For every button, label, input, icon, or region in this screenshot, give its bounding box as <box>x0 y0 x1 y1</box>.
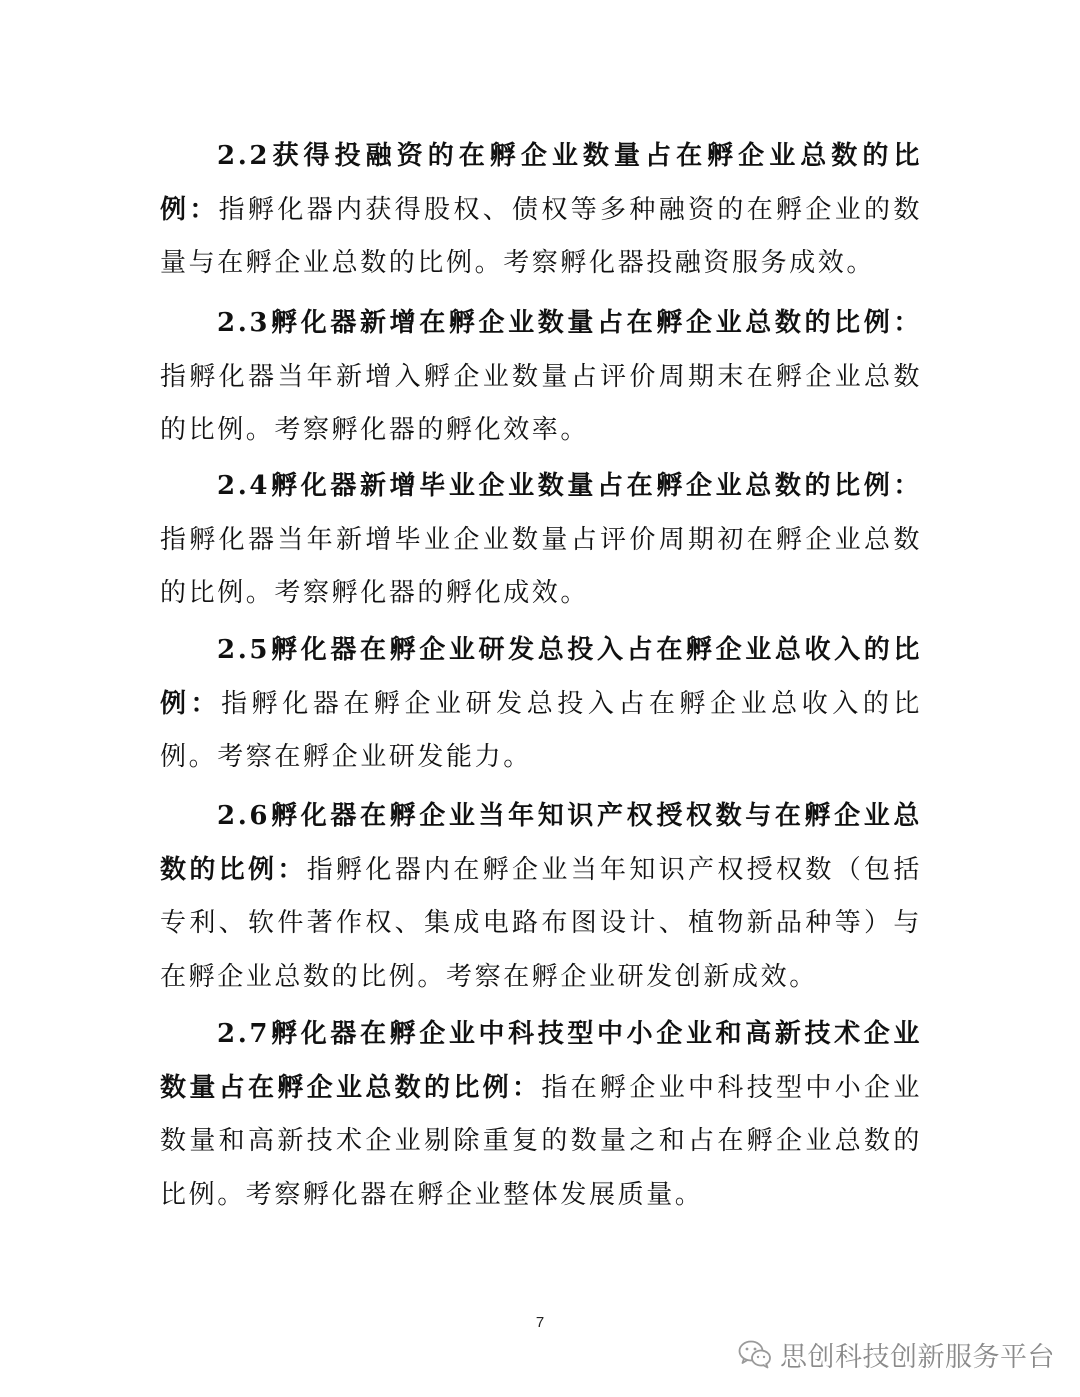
paragraph-2-6 <box>160 790 922 1004</box>
paragraph-2-7 <box>160 1008 922 1222</box>
paragraph-heading: 2.5孵化器在孵企业研发总投入占在孵企业总收入的比例： <box>160 635 922 719</box>
paragraph-heading: 2.3孵化器新增在孵企业数量占在孵企业总数的比例： <box>217 308 922 338</box>
paragraph-heading: 2.7孵化器在孵企业中科技型中小企业和高新技术企业数量占在孵企业总数的比例： <box>160 1019 922 1103</box>
paragraph-heading: 2.6孵化器在孵企业当年知识产权授权数与在孵企业总数的比例： <box>160 801 922 885</box>
paragraph-body: 指孵化器当年新增入孵企业数量占评价周期末在孵企业总数的比例。考察孵化器的孵化效率。 <box>160 361 922 445</box>
page-number: 7 <box>535 1314 545 1331</box>
paragraph-heading: 2.4孵化器新增毕业企业数量占在孵企业总数的比例： <box>217 471 922 501</box>
wechat-watermark <box>738 1336 1055 1372</box>
paragraph-body: 指孵化器当年新增毕业企业数量占评价周期初在孵企业总数的比例。考察孵化器的孵化成效。 <box>160 524 922 608</box>
paragraph-body: 指孵化器内获得股权、债权等多种融资的在孵企业的数量与在孵企业总数的比例。考察孵化器投融资服务成效。 <box>160 194 922 278</box>
paragraph-body: 指孵化器在孵企业研发总投入占在孵企业总收入的比例。考察在孵企业研发能力。 <box>160 688 922 772</box>
wechat-icon <box>738 1339 772 1369</box>
paragraph-heading: 2.2获得投融资的在孵企业数量占在孵企业总数的比例： <box>160 141 922 225</box>
paragraph-2-2 <box>160 130 922 291</box>
paragraph-body: 指在孵企业中科技型中小企业数量和高新技术企业剔除重复的数量之和占在孵企业总数的比例。考察孵化器在孵企业整体发展质量。 <box>160 1072 922 1210</box>
paragraph-2-4 <box>160 460 922 621</box>
watermark-text: 思创科技创新服务平台 <box>780 1341 1055 1373</box>
paragraph-2-5 <box>160 624 922 785</box>
paragraph-body: 指孵化器内在孵企业当年知识产权授权数（包括专利、软件著作权、集成电路布图设计、植物新品种等）与在孵企业总数的比例。考察在孵企业研发创新成效。 <box>160 854 922 992</box>
paragraph-2-3 <box>160 297 922 458</box>
